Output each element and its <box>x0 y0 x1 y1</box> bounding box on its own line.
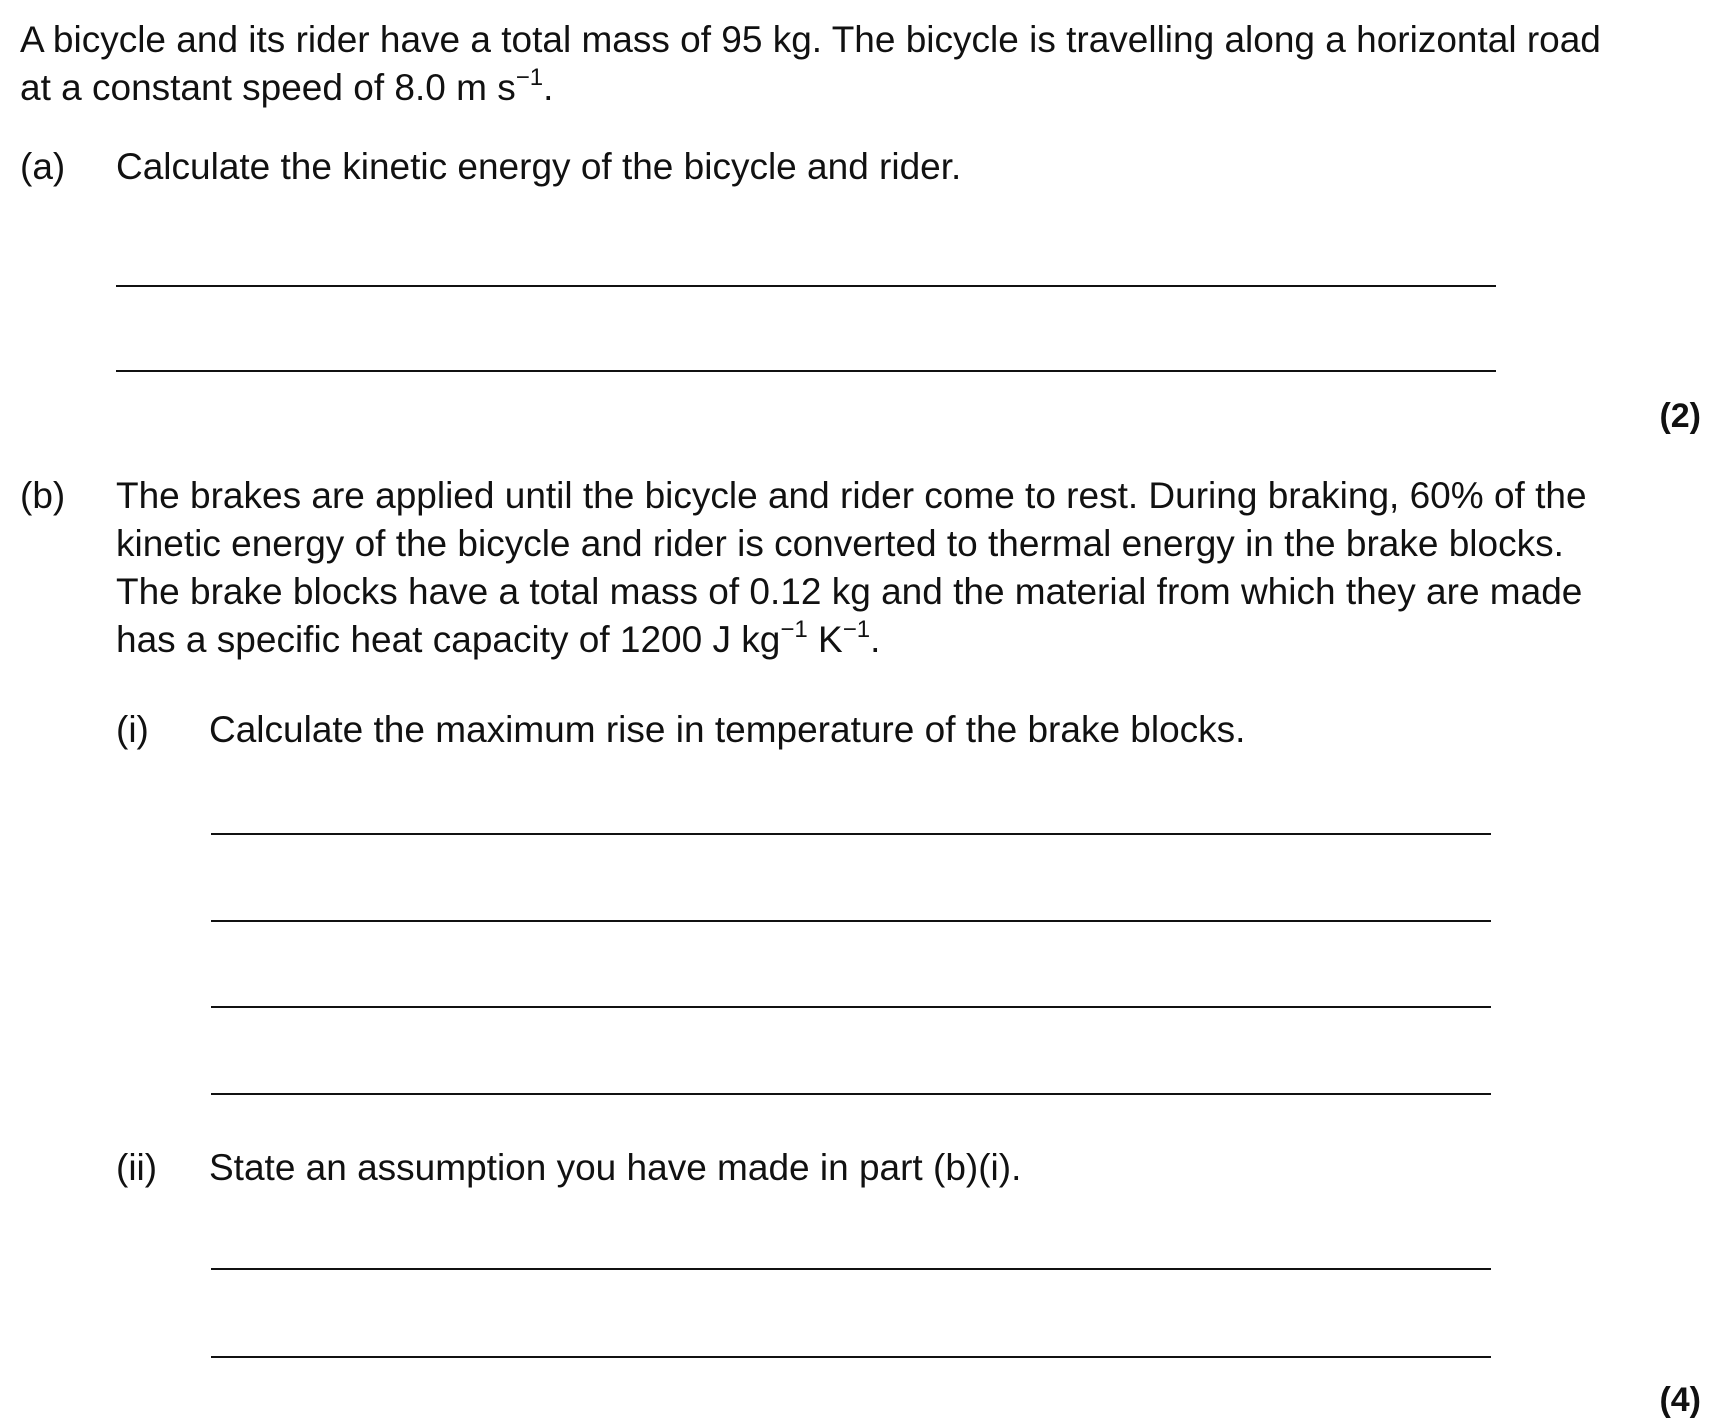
part-b-i-answer-line-1[interactable] <box>211 833 1491 835</box>
part-b-label: (b) <box>20 475 66 516</box>
intro-text <box>20 16 1601 112</box>
part-b-i-answer-line-3[interactable] <box>211 1006 1491 1008</box>
intro-line-2: at a constant speed of 8.0 m $s^{-1}$. <box>20 64 554 108</box>
part-a-marks: (2) <box>1659 397 1701 435</box>
part-b-marks: (4) <box>1659 1381 1701 1419</box>
part-a-question: Calculate the kinetic energy of the bicycle and rider. <box>116 146 962 187</box>
part-b-i-answer-line-4[interactable] <box>211 1093 1491 1095</box>
part-b-i-label: (i) <box>116 709 149 750</box>
part-b-line-3: The brake blocks have a total mass of 0.12 kg and the material from which they are made <box>116 571 1583 612</box>
part-b-line-2: kinetic energy of the bicycle and rider is converted to thermal energy in the brake blocks. <box>116 523 1564 564</box>
part-b-line-1: The brakes are applied until the bicycle and rider come to rest. During braking, 60% of the <box>116 475 1587 516</box>
part-b-ii-answer-line-2[interactable] <box>211 1356 1491 1358</box>
part-a-label: (a) <box>20 146 66 187</box>
part-a-answer-line-1[interactable] <box>116 285 1496 287</box>
intro-line-1: A bicycle and its rider have a total mass of 95 kg. The bicycle is travelling along a horizontal road <box>20 19 1601 60</box>
part-b-text <box>116 472 1587 664</box>
part-b-ii-answer-line-1[interactable] <box>211 1268 1491 1270</box>
part-b-i-question: Calculate the maximum rise in temperature of the brake blocks. <box>209 709 1246 750</box>
part-b-ii-question: State an assumption you have made in part (b)(i). <box>209 1147 1022 1188</box>
part-b-line-4: has a specific heat capacity of 1200 J $kg^{-1}$ $K^{-1}$. <box>116 616 881 660</box>
part-b-ii-label: (ii) <box>116 1147 158 1188</box>
part-a-answer-line-2[interactable] <box>116 370 1496 372</box>
part-b-i-answer-line-2[interactable] <box>211 920 1491 922</box>
